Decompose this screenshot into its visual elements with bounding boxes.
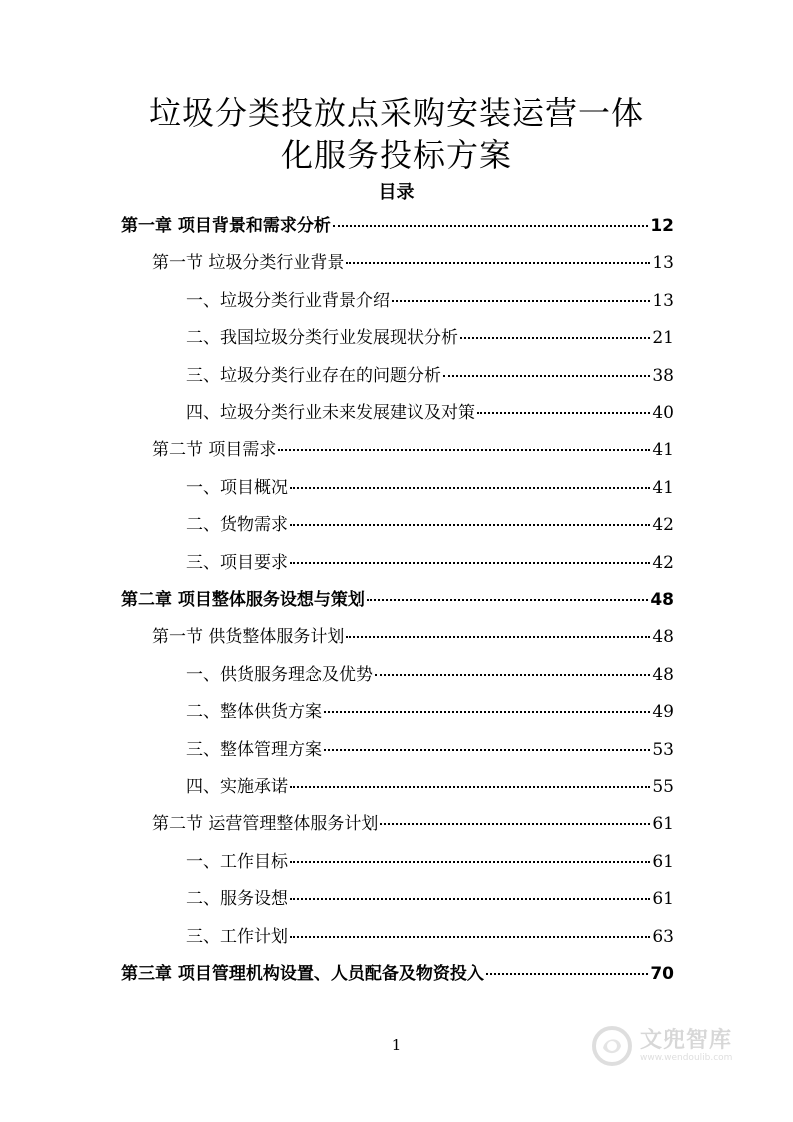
- toc-leader-dots: [290, 562, 650, 564]
- title-line-2: 化服务投标方案: [280, 136, 512, 174]
- toc-entry-page: 48: [652, 627, 674, 647]
- logo-icon: [590, 1024, 634, 1068]
- watermark: [590, 1022, 760, 1070]
- toc-entry-page: 13: [652, 291, 674, 311]
- toc-leader-dots: [290, 936, 650, 938]
- toc-entry-page: 63: [652, 927, 674, 947]
- toc-entry-page: 49: [652, 702, 674, 722]
- toc-leader-dots: [392, 300, 650, 302]
- toc-subsection-entry[interactable]: [186, 738, 674, 762]
- toc-entry-page: 13: [652, 253, 674, 273]
- toc-entry-label: 第三章 项目管理机构设置、人员配备及物资投入: [121, 964, 484, 984]
- toc-leader-dots: [486, 973, 648, 975]
- toc-subsection-entry[interactable]: [186, 551, 674, 575]
- toc-entry-page: 41: [652, 478, 674, 498]
- toc-entry-label: 三、项目要求: [186, 553, 288, 573]
- toc-section-entry[interactable]: [152, 812, 674, 836]
- toc-entry-label: 四、实施承诺: [186, 777, 288, 797]
- toc-leader-dots: [290, 898, 650, 900]
- toc-leader-dots: [460, 337, 650, 339]
- toc-subsection-entry[interactable]: [186, 326, 674, 350]
- toc-leader-dots: [324, 711, 650, 713]
- toc-entry-label: 一、垃圾分类行业背景介绍: [186, 291, 390, 311]
- toc-section-entry[interactable]: [152, 438, 674, 462]
- title-line-1: 垃圾分类投放点采购安装运营一体: [148, 94, 644, 132]
- toc-chapter-entry[interactable]: [121, 962, 674, 986]
- toc-section-entry[interactable]: [152, 251, 674, 275]
- toc-subsection-entry[interactable]: [186, 364, 674, 388]
- toc-entry-page: 41: [652, 440, 674, 460]
- toc-subsection-entry[interactable]: [186, 513, 674, 537]
- toc-entry-label: 三、整体管理方案: [186, 740, 322, 760]
- toc-entry-page: 42: [652, 515, 674, 535]
- toc-leader-dots: [375, 674, 650, 676]
- toc-subsection-entry[interactable]: [186, 775, 674, 799]
- toc-entry-label: 第一章 项目背景和需求分析: [121, 216, 331, 236]
- toc-entry-label: 二、整体供货方案: [186, 702, 322, 722]
- toc-subsection-entry[interactable]: [186, 887, 674, 911]
- toc-entry-page: 21: [652, 328, 674, 348]
- toc-subsection-entry[interactable]: [186, 700, 674, 724]
- toc-leader-dots: [333, 225, 648, 227]
- toc-entry-label: 一、工作目标: [186, 852, 288, 872]
- toc-entry-page: 48: [650, 590, 674, 610]
- toc-entry-label: 三、垃圾分类行业存在的问题分析: [186, 366, 441, 386]
- toc-leader-dots: [324, 749, 650, 751]
- toc-subsection-entry[interactable]: [186, 401, 674, 425]
- toc-entry-page: 40: [652, 403, 674, 423]
- toc-chapter-entry[interactable]: [121, 588, 674, 612]
- toc-leader-dots: [367, 599, 648, 601]
- toc-leader-dots: [290, 861, 650, 863]
- watermark-text: 文兜智库: [640, 1027, 733, 1053]
- toc-leader-dots: [278, 449, 650, 451]
- toc-leader-dots: [290, 524, 650, 526]
- toc-entry-page: 38: [652, 366, 674, 386]
- toc-leader-dots: [346, 636, 650, 638]
- document-title: [40, 92, 753, 176]
- page-number: 1: [391, 1036, 402, 1054]
- toc-entry-label: 第一节 供货整体服务计划: [152, 627, 345, 647]
- toc-entry-label: 第二节 项目需求: [152, 440, 277, 460]
- toc-entry-label: 二、服务设想: [186, 889, 288, 909]
- toc-entry-label: 第一节 垃圾分类行业背景: [152, 253, 345, 273]
- toc-entry-label: 一、项目概况: [186, 478, 288, 498]
- toc-leader-dots: [290, 786, 650, 788]
- toc-entry-label: 第二节 运营管理整体服务计划: [152, 814, 379, 834]
- toc-subsection-entry[interactable]: [186, 850, 674, 874]
- toc-section-entry[interactable]: [152, 625, 674, 649]
- toc-entry-page: 42: [652, 553, 674, 573]
- toc-entry-page: 53: [652, 740, 674, 760]
- toc-chapter-entry[interactable]: [121, 214, 674, 238]
- toc-entry-label: 二、我国垃圾分类行业发展现状分析: [186, 328, 458, 348]
- toc-subsection-entry[interactable]: [186, 663, 674, 687]
- toc-entry-page: 48: [652, 665, 674, 685]
- toc-entry-page: 12: [650, 216, 674, 236]
- toc-entry-label: 三、工作计划: [186, 927, 288, 947]
- toc-heading: 目录: [378, 182, 415, 203]
- toc-leader-dots: [443, 375, 650, 377]
- toc-leader-dots: [290, 487, 650, 489]
- toc-entry-label: 二、货物需求: [186, 515, 288, 535]
- toc-entry-label: 四、垃圾分类行业未来发展建议及对策: [186, 403, 475, 423]
- toc-entry-page: 61: [652, 889, 674, 909]
- toc-entry-page: 61: [652, 814, 674, 834]
- toc-subsection-entry[interactable]: [186, 476, 674, 500]
- toc-leader-dots: [346, 262, 650, 264]
- watermark-url: www.wendoulib.com: [640, 1052, 733, 1063]
- toc-entry-label: 第二章 项目整体服务设想与策划: [121, 590, 365, 610]
- toc-subsection-entry[interactable]: [186, 925, 674, 949]
- toc-entry-page: 55: [652, 777, 674, 797]
- toc-subsection-entry[interactable]: [186, 289, 674, 313]
- toc-entry-page: 61: [652, 852, 674, 872]
- toc-leader-dots: [380, 823, 650, 825]
- toc-leader-dots: [477, 412, 650, 414]
- toc-entry-label: 一、供货服务理念及优势: [186, 665, 373, 685]
- toc-entry-page: 70: [650, 964, 674, 984]
